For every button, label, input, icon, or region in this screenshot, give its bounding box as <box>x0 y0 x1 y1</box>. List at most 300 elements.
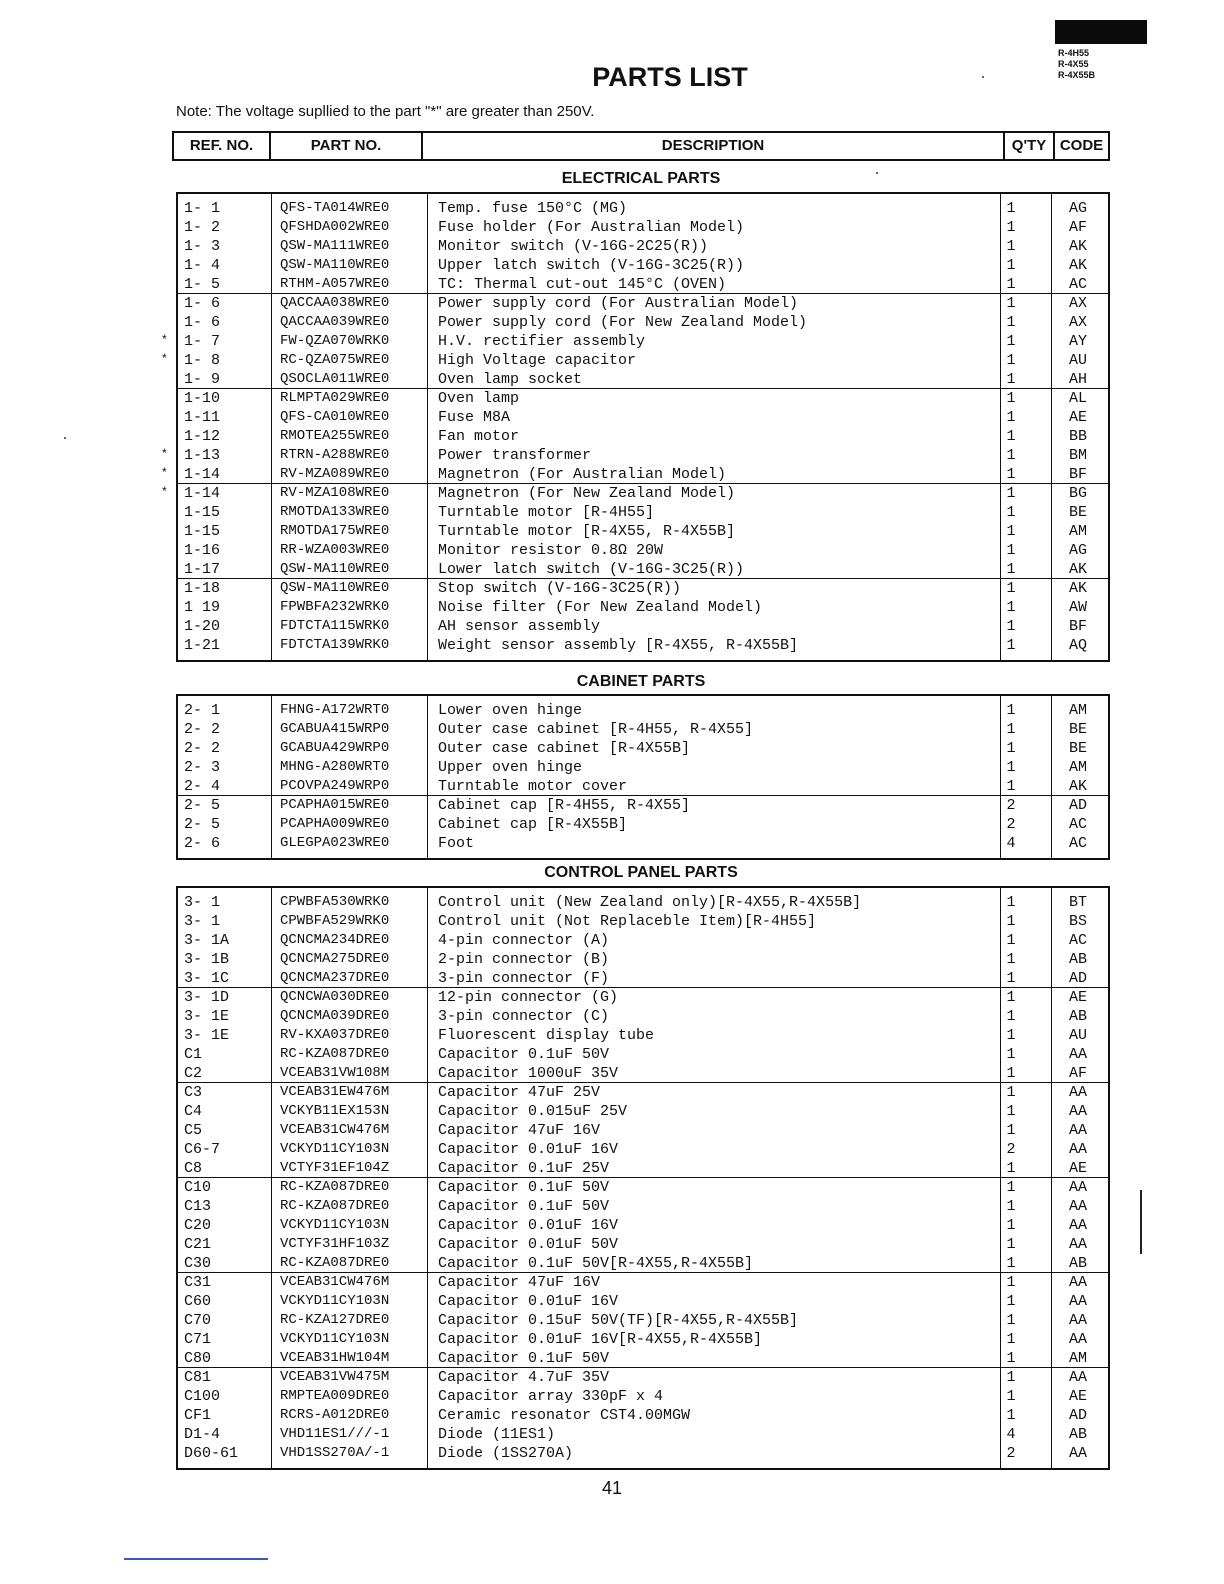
ref-no-cell: 1-14 <box>184 485 221 502</box>
quantity-cell: 1 <box>1006 1027 1016 1044</box>
price-code-cell: BE <box>1068 721 1087 738</box>
table-row <box>178 795 1108 814</box>
ref-no-cell: 1-21 <box>184 637 221 654</box>
table-row <box>178 1177 1108 1196</box>
ref-no-cell: 1- 2 <box>184 219 221 236</box>
quantity-cell: 2 <box>1006 1445 1016 1462</box>
ref-no-cell: C10 <box>184 1179 212 1196</box>
description-cell: Power supply cord (For Australian Model) <box>438 295 799 312</box>
table-row <box>178 814 1108 833</box>
quantity-cell: 1 <box>1006 1388 1016 1405</box>
description-cell: Capacitor 47uF 16V <box>438 1122 601 1139</box>
part-no-cell: VHD11ES1///-1 <box>280 1426 390 1442</box>
quantity-cell: 1 <box>1006 1217 1016 1234</box>
quantity-cell: 1 <box>1006 1084 1016 1101</box>
part-no-cell: RMOTDA133WRE0 <box>280 504 390 520</box>
quantity-cell: 1 <box>1006 1179 1016 1196</box>
table-row <box>178 1367 1108 1386</box>
part-no-cell: VCEAB31HW104M <box>280 1350 390 1366</box>
table-row <box>178 930 1108 949</box>
quantity-cell: 2 <box>1006 816 1016 833</box>
price-code-cell: AA <box>1068 1141 1087 1158</box>
table-row <box>178 1215 1108 1234</box>
table-row <box>162 445 1108 464</box>
quantity-cell: 1 <box>1006 257 1016 274</box>
price-code-cell: AU <box>1068 1027 1087 1044</box>
page-number: 41 <box>601 1478 623 1498</box>
part-no-cell: VCEAB31EW476M <box>280 1084 390 1100</box>
table-row <box>178 388 1108 407</box>
part-no-cell: QCNCMA275DRE0 <box>280 951 390 967</box>
ref-no-cell: 2- 6 <box>184 835 221 852</box>
ref-no-cell: 1- 8 <box>184 352 221 369</box>
ref-no-cell: 2- 1 <box>184 702 221 719</box>
table-row <box>178 1310 1108 1329</box>
quantity-cell: 1 <box>1006 1312 1016 1329</box>
table-row <box>178 597 1108 616</box>
part-no-cell: RTRN-A288WRE0 <box>280 447 390 463</box>
ref-no-cell: 2- 5 <box>184 816 221 833</box>
description-cell: Fluorescent display tube <box>438 1027 655 1044</box>
price-code-cell: AX <box>1068 295 1087 312</box>
quantity-cell: 1 <box>1006 371 1016 388</box>
table-row <box>178 738 1108 757</box>
table-row <box>178 892 1108 911</box>
table-row <box>178 369 1108 389</box>
description-cell: High Voltage capacitor <box>438 352 637 369</box>
description-cell: Turntable motor [R-4X55, R-4X55B] <box>438 523 736 540</box>
part-no-cell: RC-KZA127DRE0 <box>280 1312 390 1328</box>
price-code-cell: AK <box>1068 238 1087 255</box>
description-cell: Capacitor 47uF 25V <box>438 1084 601 1101</box>
control-panel-parts-table <box>176 886 1110 1470</box>
margin-line-mark <box>1140 1190 1142 1254</box>
quantity-cell: 1 <box>1006 447 1016 464</box>
description-cell: Ceramic resonator CST4.00MGW <box>438 1407 691 1424</box>
description-cell: Capacitor 0.01uF 50V <box>438 1236 619 1253</box>
price-code-cell: BS <box>1068 913 1087 930</box>
ref-no-cell: C31 <box>184 1274 212 1291</box>
part-no-cell: VCKYD11CY103N <box>280 1331 390 1347</box>
part-no-cell: FDTCTA115WRK0 <box>280 618 390 634</box>
table-row <box>178 559 1108 579</box>
part-no-cell: QCNCMA237DRE0 <box>280 970 390 986</box>
ref-no-cell: C70 <box>184 1312 212 1329</box>
cabinet-parts-table <box>176 694 1110 860</box>
quantity-cell: 1 <box>1006 618 1016 635</box>
table-row <box>178 1234 1108 1253</box>
high-voltage-marker: * <box>162 446 167 460</box>
quantity-cell: 1 <box>1006 409 1016 426</box>
quantity-cell: 1 <box>1006 894 1016 911</box>
description-cell: Turntable motor [R-4H55] <box>438 504 655 521</box>
quantity-cell: 1 <box>1006 989 1016 1006</box>
part-no-cell: QACCAA039WRE0 <box>280 314 390 330</box>
ref-no-cell: 3- 1A <box>184 932 230 949</box>
price-code-cell: BF <box>1068 618 1087 635</box>
price-code-cell: AA <box>1068 1084 1087 1101</box>
column-header-description: DESCRIPTION <box>423 133 1005 159</box>
quantity-cell: 1 <box>1006 778 1016 795</box>
quantity-cell: 1 <box>1006 1369 1016 1386</box>
table-row <box>178 1006 1108 1025</box>
price-code-cell: AA <box>1068 1312 1087 1329</box>
table-row <box>178 1139 1108 1158</box>
description-cell: Oven lamp socket <box>438 371 583 388</box>
footer-rule <box>124 1558 268 1560</box>
ref-no-cell: C71 <box>184 1331 212 1348</box>
description-cell: Magnetron (For Australian Model) <box>438 466 727 483</box>
price-code-cell: AA <box>1068 1217 1087 1234</box>
ref-no-cell: 1- 4 <box>184 257 221 274</box>
part-no-cell: QACCAA038WRE0 <box>280 295 390 311</box>
price-code-cell: AE <box>1068 409 1087 426</box>
price-code-cell: AG <box>1068 542 1087 559</box>
electrical-parts-table <box>162 192 1110 662</box>
table-row <box>178 521 1108 540</box>
price-code-cell: AA <box>1068 1236 1087 1253</box>
column-header-part: PART NO. <box>271 133 423 159</box>
description-cell: Monitor switch (V-16G-2C25(R)) <box>438 238 709 255</box>
ref-no-cell: 2- 5 <box>184 797 221 814</box>
part-no-cell: PCAPHA009WRE0 <box>280 816 390 832</box>
price-code-cell: AW <box>1068 599 1087 616</box>
description-cell: 12-pin connector (G) <box>438 989 619 1006</box>
table-row <box>178 1291 1108 1310</box>
quantity-cell: 1 <box>1006 740 1016 757</box>
part-no-cell: QCNCWA030DRE0 <box>280 989 390 1005</box>
quantity-cell: 1 <box>1006 1122 1016 1139</box>
quantity-cell: 1 <box>1006 1198 1016 1215</box>
price-code-cell: AG <box>1068 200 1087 217</box>
description-cell: Capacitor 0.1uF 50V[R-4X55,R-4X55B] <box>438 1255 754 1272</box>
ref-no-cell: 2- 4 <box>184 778 221 795</box>
part-no-cell: RC-KZA087DRE0 <box>280 1255 390 1271</box>
quantity-cell: 1 <box>1006 200 1016 217</box>
table-row <box>178 502 1108 521</box>
part-no-cell: RMPTEA009DRE0 <box>280 1388 390 1404</box>
part-no-cell: FHNG-A172WRT0 <box>280 702 390 718</box>
price-code-cell: AM <box>1068 523 1087 540</box>
ref-no-cell: C4 <box>184 1103 203 1120</box>
column-header-code: CODE <box>1059 137 1104 154</box>
ref-no-cell: 3- 1 <box>184 913 221 930</box>
description-cell: 2-pin connector (B) <box>438 951 610 968</box>
part-no-cell: CPWBFA529WRK0 <box>280 913 390 929</box>
quantity-cell: 1 <box>1006 759 1016 776</box>
part-no-cell: QSOCLA011WRE0 <box>280 371 390 387</box>
quantity-cell: 4 <box>1006 1426 1016 1443</box>
quantity-cell: 1 <box>1006 1008 1016 1025</box>
description-cell: Outer case cabinet [R-4H55, R-4X55] <box>438 721 754 738</box>
section-title-control-panel: CONTROL PANEL PARTS <box>544 864 738 881</box>
quantity-cell: 1 <box>1006 276 1016 293</box>
quantity-cell: 1 <box>1006 1407 1016 1424</box>
quantity-cell: 4 <box>1006 835 1016 852</box>
scan-speck <box>982 76 984 78</box>
table-row <box>178 1348 1108 1368</box>
price-code-cell: AA <box>1068 1274 1087 1291</box>
price-code-cell: AC <box>1068 932 1087 949</box>
description-cell: Monitor resistor 0.8Ω 20W <box>438 542 664 559</box>
quantity-cell: 1 <box>1006 1160 1016 1177</box>
table-row <box>178 1044 1108 1063</box>
table-row <box>178 949 1108 968</box>
table-row <box>178 1443 1108 1462</box>
quantity-cell: 1 <box>1006 542 1016 559</box>
price-code-cell: AY <box>1068 333 1087 350</box>
description-cell: Capacitor 4.7uF 35V <box>438 1369 610 1386</box>
price-code-cell: AC <box>1068 816 1087 833</box>
description-cell: Capacitor 0.01uF 16V <box>438 1141 619 1158</box>
description-cell: Capacitor 0.1uF 25V <box>438 1160 610 1177</box>
part-no-cell: GCABUA415WRP0 <box>280 721 390 737</box>
part-no-cell: GCABUA429WRP0 <box>280 740 390 756</box>
model-list <box>1058 48 1138 81</box>
price-code-cell: AD <box>1068 970 1087 987</box>
table-row <box>162 464 1108 484</box>
ref-no-cell: 1- 6 <box>184 295 221 312</box>
quantity-cell: 1 <box>1006 428 1016 445</box>
ref-no-cell: 1-16 <box>184 542 221 559</box>
description-cell: Foot <box>438 835 475 852</box>
price-code-cell: AA <box>1068 1179 1087 1196</box>
table-row <box>178 1120 1108 1139</box>
table-row <box>178 1329 1108 1348</box>
part-no-cell: QSW-MA110WRE0 <box>280 580 390 596</box>
quantity-cell: 1 <box>1006 314 1016 331</box>
part-no-cell: MHNG-A280WRT0 <box>280 759 390 775</box>
price-code-cell: AF <box>1068 1065 1087 1082</box>
price-code-cell: AE <box>1068 989 1087 1006</box>
page-title: PARTS LIST <box>592 62 748 92</box>
ref-no-cell: 3- 1E <box>184 1027 230 1044</box>
table-row <box>162 331 1108 350</box>
corner-tab-mark <box>1055 20 1147 44</box>
part-no-cell: RC-KZA087DRE0 <box>280 1179 390 1195</box>
table-row <box>178 312 1108 331</box>
table-row <box>178 198 1108 217</box>
price-code-cell: AF <box>1068 219 1087 236</box>
price-code-cell: AB <box>1068 1008 1087 1025</box>
price-code-cell: AD <box>1068 1407 1087 1424</box>
description-cell: Outer case cabinet [R-4X55B] <box>438 740 691 757</box>
description-cell: Capacitor 1000uF 35V <box>438 1065 619 1082</box>
ref-no-cell: 1-15 <box>184 504 221 521</box>
description-cell: 3-pin connector (F) <box>438 970 610 987</box>
high-voltage-marker: * <box>162 351 167 365</box>
scan-speck <box>64 437 66 439</box>
ref-no-cell: 1- 9 <box>184 371 221 388</box>
price-code-cell: AX <box>1068 314 1087 331</box>
part-no-cell: RCRS-A012DRE0 <box>280 1407 390 1423</box>
table-row <box>178 540 1108 559</box>
table-row <box>178 1272 1108 1291</box>
price-code-cell: AQ <box>1068 637 1087 654</box>
price-code-cell: AE <box>1068 1160 1087 1177</box>
part-no-cell: RV-MZA108WRE0 <box>280 485 390 501</box>
description-cell: Capacitor 0.15uF 50V(TF)[R-4X55,R-4X55B] <box>438 1312 799 1329</box>
price-code-cell: AK <box>1068 561 1087 578</box>
quantity-cell: 1 <box>1006 721 1016 738</box>
description-cell: Cabinet cap [R-4H55, R-4X55] <box>438 797 691 814</box>
price-code-cell: AH <box>1068 371 1087 388</box>
part-no-cell: CPWBFA530WRK0 <box>280 894 390 910</box>
quantity-cell: 1 <box>1006 932 1016 949</box>
description-cell: Capacitor 0.01uF 16V[R-4X55,R-4X55B] <box>438 1331 763 1348</box>
ref-no-cell: 1-11 <box>184 409 221 426</box>
ref-no-cell: C2 <box>184 1065 203 1082</box>
price-code-cell: AA <box>1068 1198 1087 1215</box>
price-code-cell: BG <box>1068 485 1087 502</box>
high-voltage-marker: * <box>162 332 167 346</box>
quantity-cell: 1 <box>1006 1274 1016 1291</box>
ref-no-cell: C1 <box>184 1046 203 1063</box>
price-code-cell: AM <box>1068 759 1087 776</box>
description-cell: Magnetron (For New Zealand Model) <box>438 485 736 502</box>
description-cell: Weight sensor assembly [R-4X55, R-4X55B] <box>438 637 799 654</box>
table-row <box>178 236 1108 255</box>
description-cell: Capacitor 0.1uF 50V <box>438 1350 610 1367</box>
quantity-cell: 1 <box>1006 466 1016 483</box>
table-row <box>178 776 1108 796</box>
price-code-cell: AD <box>1068 797 1087 814</box>
price-code-cell: AB <box>1068 951 1087 968</box>
description-cell: Capacitor 0.1uF 50V <box>438 1046 610 1063</box>
table-row <box>178 1196 1108 1215</box>
ref-no-cell: C13 <box>184 1198 212 1215</box>
ref-no-cell: 1-10 <box>184 390 221 407</box>
ref-no-cell: 1- 3 <box>184 238 221 255</box>
quantity-cell: 1 <box>1006 970 1016 987</box>
price-code-cell: AM <box>1068 1350 1087 1367</box>
description-cell: Capacitor 0.1uF 50V <box>438 1179 610 1196</box>
ref-no-cell: 1 19 <box>184 599 221 616</box>
part-no-cell: QSW-MA110WRE0 <box>280 257 390 273</box>
quantity-cell: 1 <box>1006 1293 1016 1310</box>
high-voltage-marker: * <box>162 484 167 498</box>
quantity-cell: 1 <box>1006 580 1016 597</box>
description-cell: Capacitor 0.01uF 16V <box>438 1217 619 1234</box>
table-row <box>162 350 1108 369</box>
quantity-cell: 1 <box>1006 504 1016 521</box>
quantity-cell: 1 <box>1006 561 1016 578</box>
table-row <box>178 1424 1108 1443</box>
description-cell: Capacitor 0.01uF 16V <box>438 1293 619 1310</box>
ref-no-cell: 3- 1 <box>184 894 221 911</box>
quantity-cell: 1 <box>1006 523 1016 540</box>
ref-no-cell: C8 <box>184 1160 203 1177</box>
description-cell: AH sensor assembly <box>438 618 601 635</box>
description-cell: Capacitor 47uF 16V <box>438 1274 601 1291</box>
price-code-cell: AU <box>1068 352 1087 369</box>
part-no-cell: PCAPHA015WRE0 <box>280 797 390 813</box>
part-no-cell: FW-QZA070WRK0 <box>280 333 390 349</box>
ref-no-cell: 1-20 <box>184 618 221 635</box>
quantity-cell: 1 <box>1006 238 1016 255</box>
quantity-cell: 1 <box>1006 1046 1016 1063</box>
table-row <box>178 616 1108 635</box>
table-row <box>178 1025 1108 1044</box>
part-no-cell: VCEAB31VW475M <box>280 1369 390 1385</box>
part-no-cell: RV-KXA037DRE0 <box>280 1027 390 1043</box>
description-cell: 3-pin connector (C) <box>438 1008 610 1025</box>
ref-no-cell: C5 <box>184 1122 203 1139</box>
part-no-cell: RV-MZA089WRE0 <box>280 466 390 482</box>
ref-no-cell: 1- 6 <box>184 314 221 331</box>
table-row <box>178 293 1108 312</box>
price-code-cell: AK <box>1068 257 1087 274</box>
ref-no-cell: 1-18 <box>184 580 221 597</box>
description-cell: Lower latch switch (V-16G-3C25(R)) <box>438 561 745 578</box>
description-cell: Fuse holder (For Australian Model) <box>438 219 745 236</box>
description-cell: Control unit (New Zealand only)[R-4X55,R-4X55B] <box>438 894 862 911</box>
table-row <box>178 255 1108 274</box>
high-voltage-marker: * <box>162 465 167 479</box>
part-no-cell: RR-WZA003WRE0 <box>280 542 390 558</box>
quantity-cell: 1 <box>1006 702 1016 719</box>
ref-no-cell: 2- 2 <box>184 721 221 738</box>
table-row <box>178 1386 1108 1405</box>
table-row <box>178 987 1108 1006</box>
part-no-cell: VCKYB11EX153N <box>280 1103 390 1119</box>
price-code-cell: AC <box>1068 276 1087 293</box>
price-code-cell: AA <box>1068 1046 1087 1063</box>
scan-speck <box>876 172 878 174</box>
ref-no-cell: 3- 1E <box>184 1008 230 1025</box>
price-code-cell: AK <box>1068 580 1087 597</box>
description-cell: Diode (1SS270A) <box>438 1445 574 1462</box>
part-no-cell: RC-QZA075WRE0 <box>280 352 390 368</box>
quantity-cell: 1 <box>1006 1331 1016 1348</box>
price-code-cell: AA <box>1068 1293 1087 1310</box>
description-cell: H.V. rectifier assembly <box>438 333 646 350</box>
price-code-cell: AA <box>1068 1103 1087 1120</box>
price-code-cell: AA <box>1068 1445 1087 1462</box>
part-no-cell: QSW-MA111WRE0 <box>280 238 390 254</box>
table-row <box>178 1405 1108 1424</box>
price-code-cell: BB <box>1068 428 1087 445</box>
table-row <box>178 274 1108 294</box>
description-cell: Noise filter (For New Zealand Model) <box>438 599 763 616</box>
ref-no-cell: D60-61 <box>184 1445 239 1462</box>
price-code-cell: BE <box>1068 504 1087 521</box>
column-header-qty: Q'TY <box>1005 133 1055 159</box>
quantity-cell: 1 <box>1006 1236 1016 1253</box>
price-code-cell: AM <box>1068 702 1087 719</box>
part-no-cell: VCEAB31CW476M <box>280 1274 390 1290</box>
ref-no-cell: CF1 <box>184 1407 212 1424</box>
ref-no-cell: C30 <box>184 1255 212 1272</box>
price-code-cell: BF <box>1068 466 1087 483</box>
quantity-cell: 1 <box>1006 219 1016 236</box>
ref-no-cell: 1- 5 <box>184 276 221 293</box>
price-code-cell: AA <box>1068 1331 1087 1348</box>
table-row <box>178 1101 1108 1120</box>
table-row <box>178 968 1108 988</box>
table-row <box>178 426 1108 445</box>
description-cell: Capacitor 0.015uF 25V <box>438 1103 628 1120</box>
description-cell: 4-pin connector (A) <box>438 932 610 949</box>
quantity-cell: 2 <box>1006 1141 1016 1158</box>
table-row <box>178 578 1108 597</box>
ref-no-cell: 2- 2 <box>184 740 221 757</box>
part-no-cell: VCEAB31VW108M <box>280 1065 390 1081</box>
description-cell: Power transformer <box>438 447 592 464</box>
part-no-cell: VCKYD11CY103N <box>280 1293 390 1309</box>
part-no-cell: QFS-CA010WRE0 <box>280 409 390 425</box>
part-no-cell: RC-KZA087DRE0 <box>280 1198 390 1214</box>
